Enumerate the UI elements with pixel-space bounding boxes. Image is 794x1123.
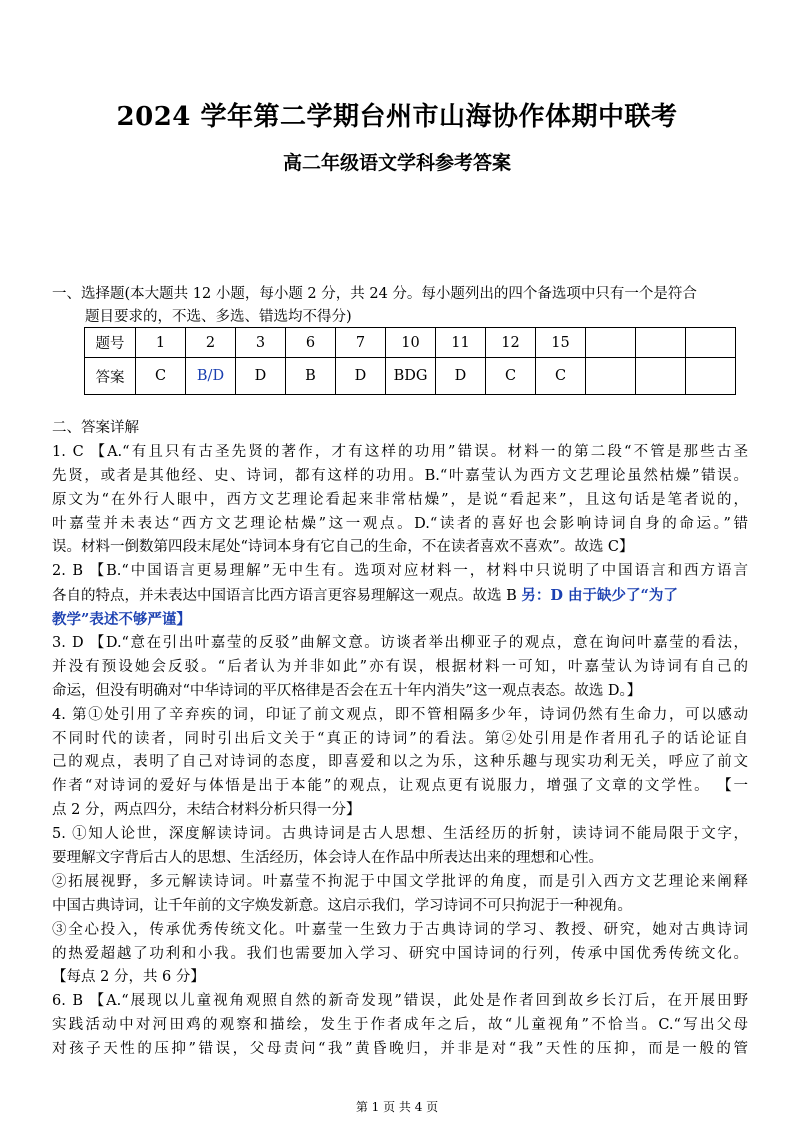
answer-2-note: 另：D 由于缺少了“为了	[521, 587, 678, 605]
answer-cell	[586, 358, 636, 395]
answer-5-line: 中国古典诗词，让千年前的文字焕发新意。这启示我们，学习诗词不可只拘泥于一种视角。	[52, 897, 632, 914]
section2-heading: 二、答案详解	[52, 420, 139, 436]
answer-5-line: ②拓展视野，多元解读诗词。叶嘉莹不拘泥于中国文学批评的角度，而是引入西方文艺理论来阐释	[52, 873, 748, 890]
question-cell: 15	[536, 328, 586, 358]
question-cell: 1	[136, 328, 186, 358]
row-label-answer: 答案	[85, 358, 136, 395]
question-cell: 2	[186, 328, 236, 358]
answer-4-line: 己的观点，表明了自己对诗词的态度，即喜爱和以之为乐，这种乐趣与现实功利无关，呼应了前文	[52, 754, 748, 771]
answer-2-text: 各自的特点，并未表达中国语言比西方语言更容易理解这一观点。故选 B	[52, 588, 522, 605]
answer-2-note-cont: 教学”表述不够严谨】	[52, 611, 191, 629]
section1-heading	[52, 283, 748, 329]
question-cell: 3	[236, 328, 286, 358]
answer-1-line: 原文为“在外行人眼中，西方文艺理论看起来非常枯燥”，是说“看起来”，且这句话是笔者说的，	[52, 491, 748, 508]
answer-table	[84, 327, 736, 395]
answer-5-line: ③全心投入，传承优秀传统文化。叶嘉莹一生致力于古典诗词的学习、教授、研究，她对古典诗词	[52, 921, 748, 938]
answer-cell: D	[436, 358, 486, 395]
answer-1-line: 1. C 【A.“有且只有古圣先贤的著作，才有这样的功用”错误。材料一的第二段“不管是那些古圣	[52, 443, 748, 460]
question-cell	[686, 328, 736, 358]
answer-2-line	[52, 584, 748, 608]
answer-6-line: 对孩子天性的压抑”错误，父母责问“我”黄昏晚归，并非是对“我”天性的压抑，而是一般的管	[52, 1041, 748, 1058]
answer-cell: D	[236, 358, 286, 395]
answer-1-line: 先贤，或者是其他经、史、诗词，都有这样的功用。B.“叶嘉莹认为西方文艺理论虽然枯燥”错误。	[52, 467, 748, 484]
answer-3-line: 命运，但没有明确对“中华诗词的平仄格律是否会在五十年内消失”这一观点表态。故选 D。】	[52, 682, 642, 699]
page-footer: 第 1 页 共 4 页	[355, 1100, 439, 1114]
question-cell: 10	[386, 328, 436, 358]
answer-cell: C	[136, 358, 186, 395]
answer-5-line: 的热爱超越了功利和小我。我们也需要加入学习、研究中国诗词的行列，传承中国优秀传统文化。	[52, 945, 748, 962]
answer-6-line: 实践活动中对河田鸡的观察和描绘，发生于作者成年之后，故“儿童视角”不恰当。C.“写出父母	[52, 1017, 748, 1034]
answer-cell: BDG	[386, 358, 436, 395]
answer-5-line: 5. ①知人论世，深度解读诗词。古典诗词是古人思想、生活经历的折射，读诗词不能局限于文字，	[52, 826, 748, 843]
answer-5-line: 【每点 2 分，共 6 分】	[52, 969, 205, 986]
answer-4-line: 作者“对诗词的爱好与体悟是出于本能”的观点，让观点更有说服力，增强了文章的文学性。 【一	[52, 778, 748, 795]
question-cell: 6	[286, 328, 336, 358]
answer-1-line: 叶嘉莹并未表达“西方文艺理论枯燥”这一观点。D.“读者的喜好也会影响诗词自身的命运。”错	[52, 515, 748, 532]
answer-row	[85, 358, 736, 395]
question-cell: 7	[336, 328, 386, 358]
page-subtitle: 高二年级语文学科参考答案	[282, 152, 511, 174]
question-cell: 12	[486, 328, 536, 358]
answer-4-line: 不同时代的读者，同时引出后文关于“真正的诗词”的看法。第②处引用是作者用孔子的话论证自	[52, 730, 748, 747]
answer-4-line: 点 2 分，两点四分，未结合材料分析只得一分】	[52, 802, 361, 819]
answer-3-line: 并没有预设她会反驳。“后者认为并非如此”亦有误，根据材料一可知，叶嘉莹认为诗词有自己的	[52, 658, 748, 675]
question-number-row	[85, 328, 736, 358]
answer-cell: C	[536, 358, 586, 395]
section1-line1: 一、选择题(本大题共 12 小题，每小题 2 分，共 24 分。每小题列出的四个备选项中只有一个是符合	[52, 286, 697, 302]
row-label-question: 题号	[85, 328, 136, 358]
answer-cell: B	[286, 358, 336, 395]
question-cell	[586, 328, 636, 358]
answer-cell: D	[336, 358, 386, 395]
answer-cell: C	[486, 358, 536, 395]
answer-cell: B/D	[186, 358, 236, 395]
question-cell: 11	[436, 328, 486, 358]
answer-cell	[686, 358, 736, 395]
section2-answer-details	[52, 417, 748, 1062]
question-cell	[636, 328, 686, 358]
answer-5-line: 要理解文字背后古人的思想、生活经历，体会诗人在作品中所表达出来的理想和心性。	[52, 850, 603, 867]
section1-line2: 题目要求的，不选、多选、错选均不得分)	[85, 309, 352, 325]
answer-cell	[636, 358, 686, 395]
answer-4-line: 4. 第①处引用了辛弃疾的词，印证了前文观点，即不管相隔多少年，诗词仍然有生命力，可以感动	[52, 706, 748, 723]
answer-2-line: 2. B 【B.“中国语言更易理解”无中生有。选项对应材料一，材料中只说明了中国语言和西方语言	[52, 563, 748, 580]
answer-6-line: 6. B 【A.“展现以儿童视角观照自然的新奇发现”错误，此处是作者回到故乡长汀后，在开展田野	[52, 993, 748, 1010]
answer-1-line: 误。材料一倒数第四段末尾处“诗词本身有它自己的生命，不在读者喜欢不喜欢”。故选 C】	[52, 539, 634, 556]
answer-3-line: 3. D 【D.“意在引出叶嘉莹的反驳”曲解文意。访谈者举出柳亚子的观点，意在询问叶嘉莹的看法，	[52, 635, 748, 652]
page-title: 2024 学年第二学期台州市山海协作体期中联考	[116, 102, 678, 132]
